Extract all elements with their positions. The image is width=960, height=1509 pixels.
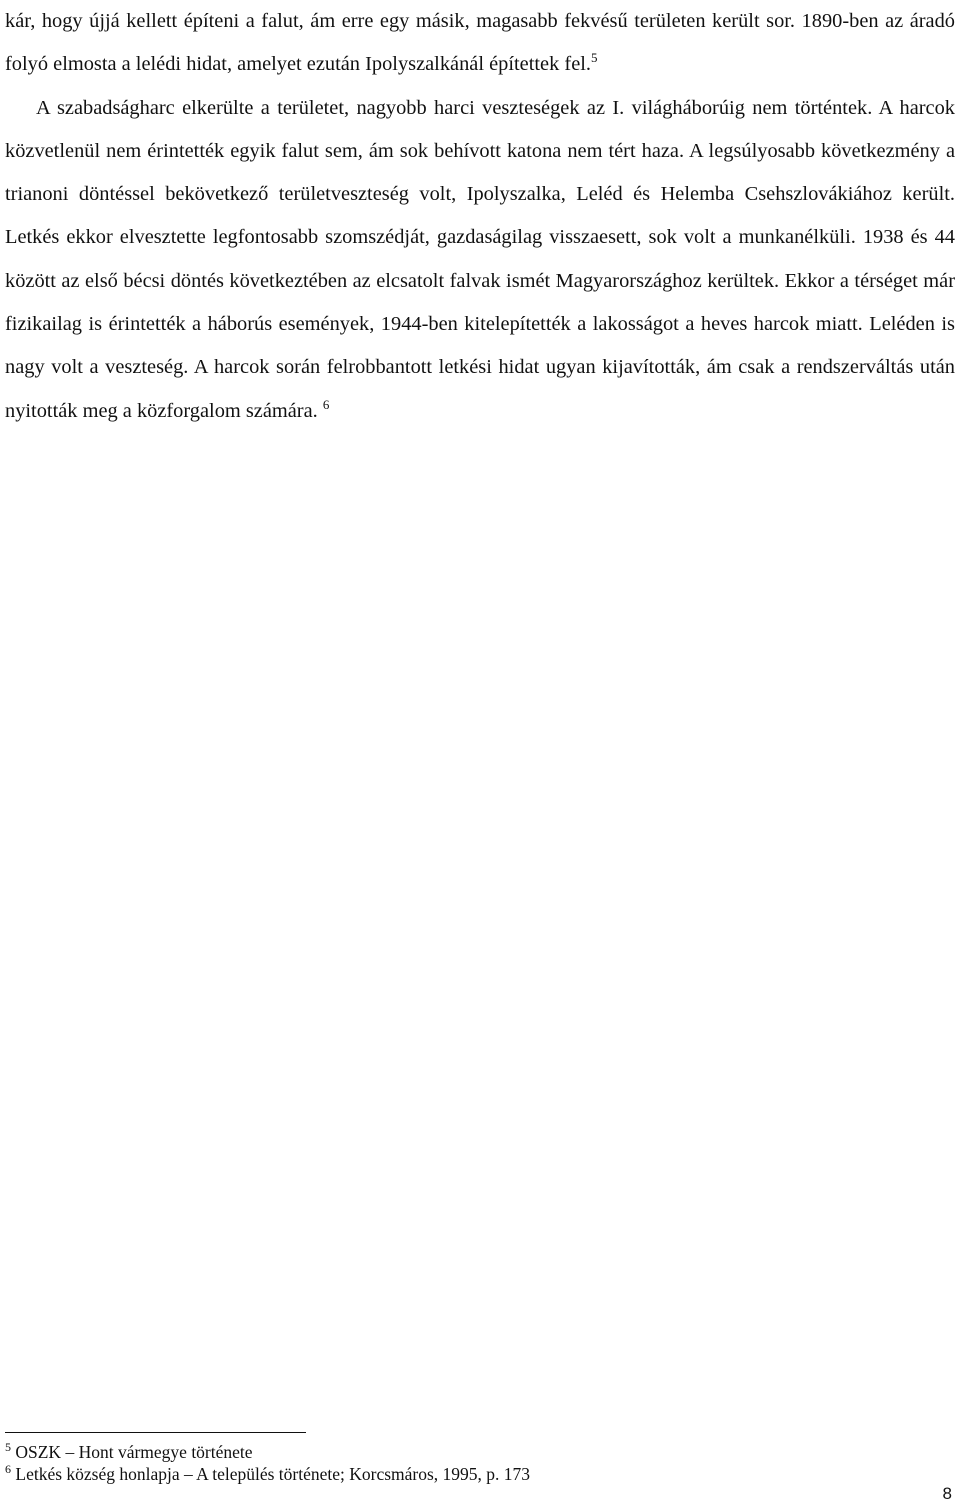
paragraph-1 xyxy=(5,0,955,87)
footnote-ref-5: 5 xyxy=(591,50,598,66)
footnote-ref-6: 6 xyxy=(322,396,330,412)
paragraph-1-text: kár, hogy újjá kellett építeni a falut, ám erre egy másik, magasabb fekvésű területen került sor. 1890-ben az áradó folyó elmosta a lelédi hidat, amelyet ezután Ipolyszalkánál építettek fel. xyxy=(5,10,955,76)
body-text xyxy=(5,0,955,433)
footnote-6-text: Letkés község honlapja – A település története; Korcsmáros, 1995, p. 173 xyxy=(15,1464,531,1484)
footnote-6-number: 6 xyxy=(5,1462,11,1477)
footnote-5-number: 5 xyxy=(5,1440,11,1455)
page-number: 8 xyxy=(942,1484,952,1503)
footnote-5 xyxy=(5,1441,945,1463)
paragraph-2-text: A szabadságharc elkerülte a területet, nagyobb harci veszteségek az I. világháborúig nem történtek. A harcok közvetlenül nem érintették egyik falut sem, ám sok behívott katona nem tért haza. A legsúlyosabb következmény a trianoni döntéssel bekövetkező területveszteség volt, Ipolyszalka, Leléd és Helemba Csehszlovákiához került. Letkés ekkor elvesztette legfontosabb szomszédját, gazdaságilag visszaesett, sok volt a munkanélküli. 1938 és 44 között az első bécsi döntés következtében az elcsatolt falvak ismét Magyarországhoz kerültek. Ekkor a térséget már fizikailag is érintették a háborús események, 1944-ben kitelepítették a lakosságot a heves harcok miatt. Leléden is nagy volt a veszteség. A harcok során felrobbantott letkési hidat ugyan kijavították, ám csak a rendszerváltás után nyitották meg a közforgalom számára. xyxy=(5,96,955,422)
footnote-5-text: OSZK – Hont vármegye története xyxy=(15,1442,253,1462)
footnote-6 xyxy=(5,1463,945,1485)
footnotes xyxy=(5,1441,945,1485)
footnote-separator xyxy=(5,1432,306,1433)
paragraph-2 xyxy=(5,87,955,433)
